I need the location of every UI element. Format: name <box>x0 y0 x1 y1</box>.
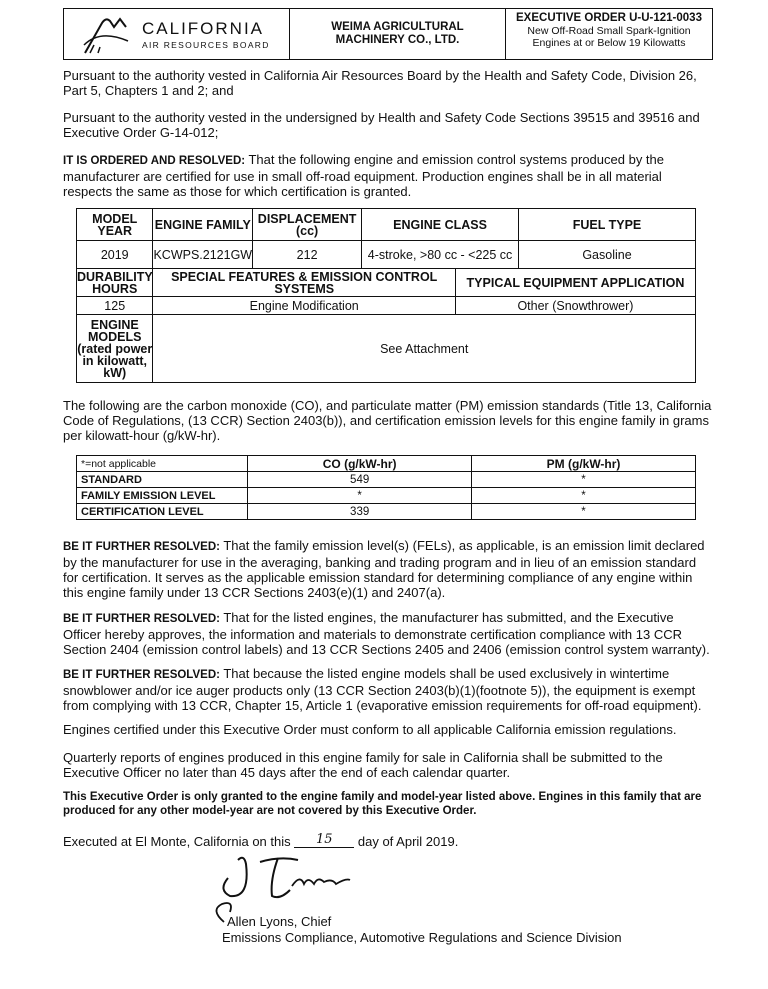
eo-number: EXECUTIVE ORDER U-U-121-0033 <box>516 12 702 24</box>
header-model-year: MODEL YEAR <box>77 209 153 241</box>
paragraph-conform: Engines certified under this Executive Order must conform to all applicable California emission regulations. <box>63 722 677 737</box>
paragraph-authority-board: Pursuant to the authority vested in California Air Resources Board by the Health and Safety Code, Division 26, Part 5, Chapters 1 and 2; and <box>63 68 697 98</box>
fel-text: That the family emission level(s) (FELs), as applicable, is an emission limit declared by the manufacturer for use in the averaging, banking and trading program and in lieu of an emission standard for certification. It serves as the applicable emission standard for determining compliance of any engine within this engine family under 13 CCR Sections 2403(e)(1) and 2407(a). <box>63 538 705 600</box>
signer-name: Allen Lyons, Chief <box>227 914 332 929</box>
logo-main-text: CALIFORNIA <box>142 19 265 38</box>
header-engine-models: ENGINE MODELS (rated power in kilowatt, kW) <box>77 315 153 383</box>
header-displacement: DISPLACEMENT (cc) <box>253 209 362 241</box>
logo-sub-text: AIR RESOURCES BOARD <box>142 40 270 50</box>
paragraph-labels-warranty <box>63 610 713 657</box>
header-box <box>63 8 713 60</box>
paragraph-fel <box>63 538 713 600</box>
table-row <box>77 504 696 520</box>
header-engine-family: ENGINE FAMILY <box>153 209 253 241</box>
header-equipment-application: TYPICAL EQUIPMENT APPLICATION <box>455 269 695 297</box>
cell-special-features: Engine Modification <box>153 297 455 315</box>
executed-post: day of April 2019. <box>357 834 459 849</box>
cell-engine-class: 4-stroke, >80 cc - <225 cc <box>362 241 519 269</box>
eo-line3: Engines at or Below 19 Kilowatts <box>532 37 686 49</box>
table-row <box>77 488 696 504</box>
signer-title: Emissions Compliance, Automotive Regulations and Science Division <box>222 930 622 945</box>
exemption-lead: BE IT FURTHER RESOLVED: <box>63 669 220 681</box>
table-row <box>77 472 696 488</box>
header-engine-class: ENGINE CLASS <box>362 209 519 241</box>
cell-fuel-type: Gasoline <box>519 241 696 269</box>
header-special-features: SPECIAL FEATURES & EMISSION CONTROL SYSTEMS <box>153 269 455 297</box>
co-value: 549 <box>248 472 472 488</box>
fel-lead: BE IT FURTHER RESOLVED: <box>63 541 220 553</box>
ordered-text: That the following engine and emission control systems produced by the manufacturer are certified for use in small off-road equipment. Production engines shall be in all material respects the same as those for which certification is granted. <box>63 152 664 199</box>
paragraph-ordered <box>63 152 713 199</box>
cell-model-year: 2019 <box>77 241 153 269</box>
header-fuel-type: FUEL TYPE <box>519 209 696 241</box>
paragraph-quarterly-reports: Quarterly reports of engines produced in this engine family for sale in California shall be submitted to the Executive Officer no later than 45 days after the end of each calendar quarter. <box>63 750 663 780</box>
pm-value: * <box>472 472 696 488</box>
row-label: CERTIFICATION LEVEL <box>77 504 248 520</box>
header-co: CO (g/kW-hr) <box>248 456 472 472</box>
eo-line2: New Off-Road Small Spark-Ignition <box>527 24 691 37</box>
cell-engine-models: See Attachment <box>153 315 696 383</box>
header-durability: DURABILITY HOURS <box>77 269 153 296</box>
eo-cell <box>506 9 712 59</box>
pm-value: * <box>472 488 696 504</box>
labels-text: That for the listed engines, the manufacturer has submitted, and the Executive Officer hereby approves, the information and materials to demonstrate certification compliance with 13 CCR Section 2404 (emission control labels) and 13 CCR Sections 2405 and 2406 (emission control system warranty). <box>63 610 710 657</box>
row-label: FAMILY EMISSION LEVEL <box>77 488 248 504</box>
paragraph-authority-undersigned: Pursuant to the authority vested in the undersigned by Health and Safety Code Sections 39515 and 39516 and Executive Order G-14-012; <box>63 110 700 140</box>
paragraph-scope: This Executive Order is only granted to the engine family and model-year listed above. Engines in this family that are produced for any other model-year are not covered by this Executive Order. <box>63 791 702 817</box>
manufacturer-name: WEIMA AGRICULTURAL MACHINERY CO., LTD. <box>331 21 464 46</box>
cell-durability: 125 <box>77 297 153 315</box>
engine-table <box>76 208 696 383</box>
exemption-text: That because the listed engine models shall be used exclusively in wintertime snowblower and/or ice auger products only (13 CCR Section 2403(b)(1)(footnote 5)), the equipment is exempt from complying with 13 CCR, Chapter 15, Article 1 (evaporative emission requirements for off-road equipment). <box>63 666 702 713</box>
paragraph-emission-standards: The following are the carbon monoxide (CO), and particulate matter (PM) emission standards (Title 13, California Code of Regulations, (13 CCR) Section 2403(b)), and certification emission levels for this engine family in grams per kilowatt-hour (g/kW-hr). <box>63 398 712 443</box>
co-value: 339 <box>248 504 472 520</box>
labels-lead: BE IT FURTHER RESOLVED: <box>63 613 220 625</box>
header-pm: PM (g/kW-hr) <box>472 456 696 472</box>
ordered-lead: IT IS ORDERED AND RESOLVED: <box>63 155 246 167</box>
logo-cell <box>64 9 290 59</box>
executed-line <box>63 834 713 851</box>
cell-engine-family: KCWPS.2121GW <box>153 241 253 269</box>
executed-day <box>294 832 354 848</box>
executed-day-value: 15 <box>315 832 333 847</box>
cell-equipment-application: Other (Snowthrower) <box>455 297 695 315</box>
pm-value: * <box>472 504 696 520</box>
cell-displacement: 212 <box>253 241 362 269</box>
paragraph-snowblower-exemption <box>63 666 713 713</box>
row-label: STANDARD <box>77 472 248 488</box>
note-not-applicable: *=not applicable <box>77 456 248 472</box>
manufacturer-cell <box>290 9 506 59</box>
carb-logo-icon <box>80 15 140 55</box>
executed-pre: Executed at El Monte, California on this <box>63 834 291 849</box>
emission-table <box>76 455 696 520</box>
co-value: * <box>248 488 472 504</box>
